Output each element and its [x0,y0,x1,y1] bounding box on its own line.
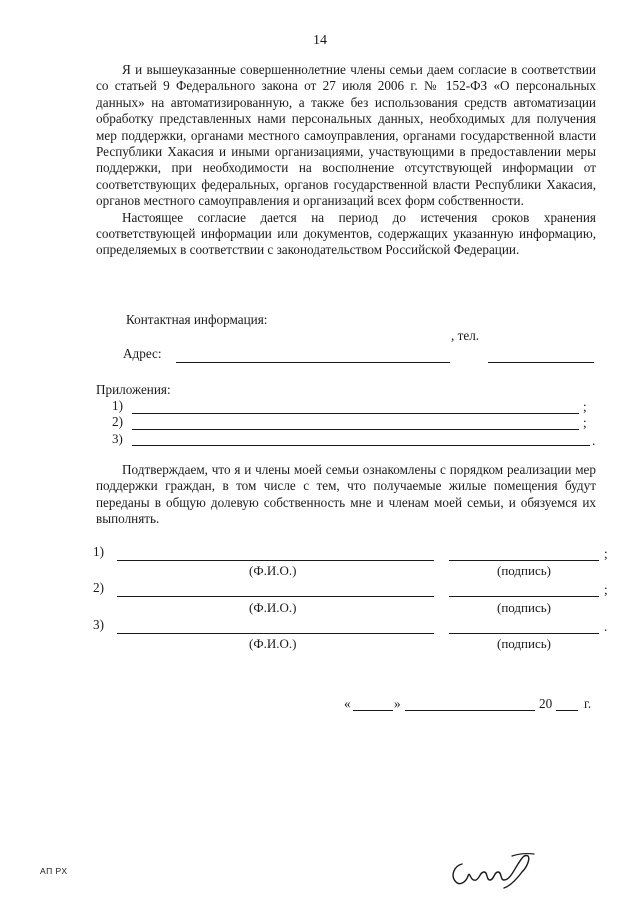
page-number: 14 [313,33,327,48]
fio-caption-1: (Ф.И.О.) [249,563,297,578]
confirmation-paragraph: Подтверждаем, что я и члены моей семьи ознакомлены с порядком реализации мер поддержки граждан, в том числе с тем, что получаемые жилые помещения будут переданы в общую долевую собственность мне и членам моей семьи, и обязуемся их выполнять. [96,462,596,527]
attachment-end-1: ; [583,399,587,414]
attachment-field-line-3[interactable] [132,445,590,446]
sign-caption-2: (подпись) [497,600,551,615]
signer-fio-line-1[interactable] [117,560,434,561]
attachment-field-line-2[interactable] [132,429,579,430]
attachment-number-2: 2) [112,414,123,429]
date-close-quote: » [394,696,401,711]
consent-paragraph-2: Настоящее согласие дается на период до истечения сроков хранения соответствующей информации или документов, содержащих указанную информацию, определяемых в соответствии с законодательством Российской Федерации. [96,209,596,258]
signer-end-1: ; [604,546,608,561]
signer-sign-line-3[interactable] [449,633,599,634]
attachment-number-1: 1) [112,398,123,413]
signer-number-2: 2) [93,580,104,595]
signer-fio-line-3[interactable] [117,633,434,634]
date-month-line[interactable] [405,710,535,711]
signer-end-3: . [604,619,608,634]
date-open-quote: « [344,696,351,711]
phone-field-line[interactable] [488,362,594,363]
address-label: Адрес: [123,346,162,361]
handwritten-signature-icon [448,850,536,890]
contact-info-title: Контактная информация: [126,312,268,327]
date-year-line[interactable] [556,710,578,711]
signer-sign-line-1[interactable] [449,560,599,561]
consent-paragraph-1: Я и вышеуказанные совершеннолетние члены семьи даем согласие в соответствии со статьей 9 Федерального закона от 27 июля 2006 г. № 152-ФЗ «О персональных данных» на автоматизированную, а также без использования средств автоматизации обработку представленных нами персональных данных, необходимых для получения мер поддержки, органами местного самоуправления, органами государственной власти Республики Хакасия и иными организациями, участвующими в предоставлении меры поддержки, при необходимости на восполнение отсутствующей информации от соответствующих федеральных, органов государственной власти Республики Хакасия, органов местного самоуправления и организаций всех форм собственности. [96,62,596,209]
attachment-number-3: 3) [112,431,123,446]
attachment-end-2: ; [583,415,587,430]
sign-caption-3: (подпись) [497,636,551,651]
consent-text-block [96,62,596,259]
footer-code: АП РХ [40,866,68,876]
confirmation-block [96,462,596,528]
signer-number-1: 1) [93,544,104,559]
address-field-line[interactable] [176,362,450,363]
sign-caption-1: (подпись) [497,563,551,578]
date-year-prefix: 20 [539,696,553,711]
signer-end-2: ; [604,582,608,597]
fio-caption-3: (Ф.И.О.) [249,636,297,651]
signer-sign-line-2[interactable] [449,596,599,597]
attachments-title: Приложения: [96,382,171,397]
fio-caption-2: (Ф.И.О.) [249,600,297,615]
signer-fio-line-2[interactable] [117,596,434,597]
attachment-end-3: . [592,433,596,448]
date-day-line[interactable] [353,710,393,711]
phone-label: , тел. [451,328,480,343]
signer-number-3: 3) [93,617,104,632]
date-year-suffix: г. [584,696,592,711]
attachment-field-line-1[interactable] [132,413,579,414]
